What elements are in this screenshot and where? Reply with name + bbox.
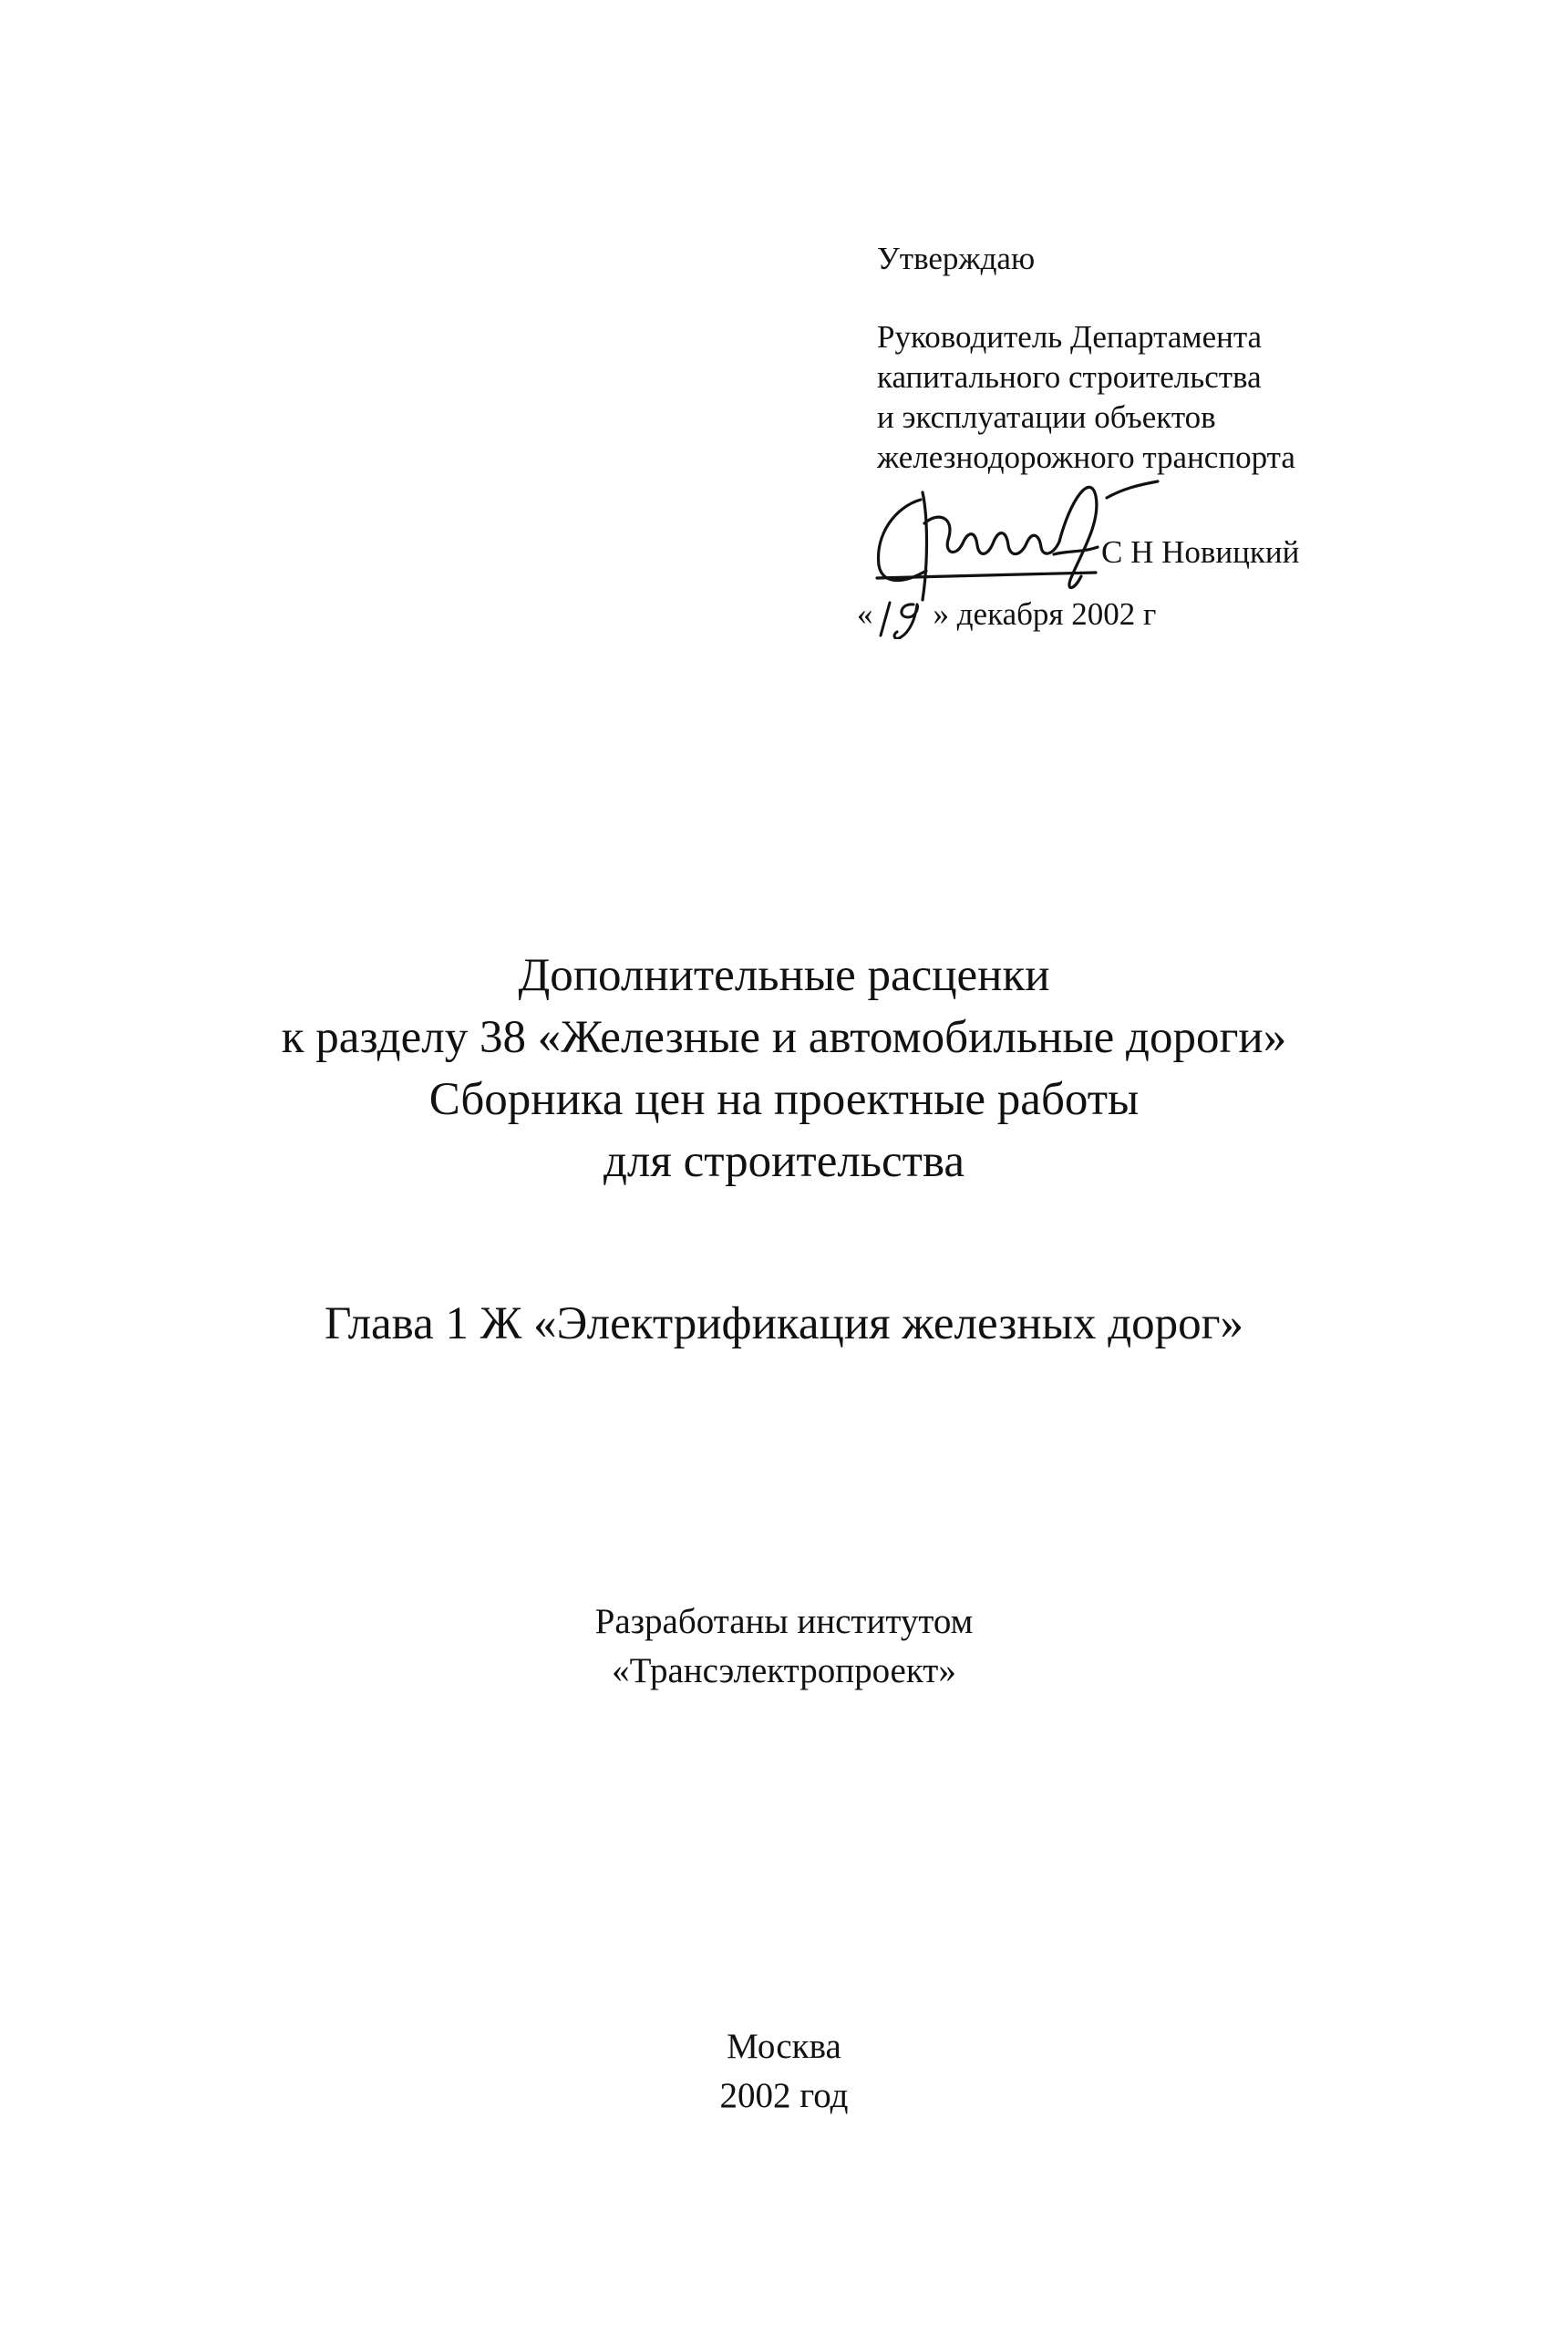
handwritten-day bbox=[873, 595, 934, 639]
developer-line-1: Разработаны институтом bbox=[594, 1602, 974, 1641]
date-text: » декабря 2002 г bbox=[933, 596, 1157, 632]
approval-block bbox=[857, 239, 1387, 642]
approver-position-line-1: Руководитель Департамента bbox=[877, 319, 1263, 355]
approver-position-line-2: капитального строительства bbox=[877, 359, 1262, 395]
developer-line-2: «Трансэлектропроект» bbox=[612, 1651, 956, 1690]
approval-date bbox=[857, 594, 1387, 642]
title-line-2: к разделу 38 «Железные и автомобильные дороги» bbox=[281, 1012, 1287, 1063]
developer-block bbox=[0, 1597, 1568, 1696]
approval-verb: Утверждаю bbox=[877, 241, 1036, 276]
approver-position-line-4: железнодорожного транспорта bbox=[877, 439, 1295, 475]
title-line-4: для строительства bbox=[603, 1136, 965, 1187]
signature-row bbox=[877, 478, 1387, 594]
chapter-title: Глава 1 Ж «Электрификация железных дорог» bbox=[324, 1298, 1244, 1349]
document-title bbox=[0, 945, 1568, 1193]
city: Москва bbox=[727, 2027, 841, 2066]
signer-name: С Н Новицкий bbox=[1101, 534, 1300, 570]
title-line-3: Сборника цен на проектные работы bbox=[428, 1074, 1140, 1125]
title-line-1: Дополнительные расценки bbox=[518, 950, 1050, 1001]
publication-place bbox=[0, 2022, 1568, 2121]
approver-position-line-3: и эксплуатации объектов bbox=[877, 399, 1216, 435]
year: 2002 год bbox=[719, 2076, 849, 2115]
date-open-quote: « bbox=[857, 596, 873, 632]
